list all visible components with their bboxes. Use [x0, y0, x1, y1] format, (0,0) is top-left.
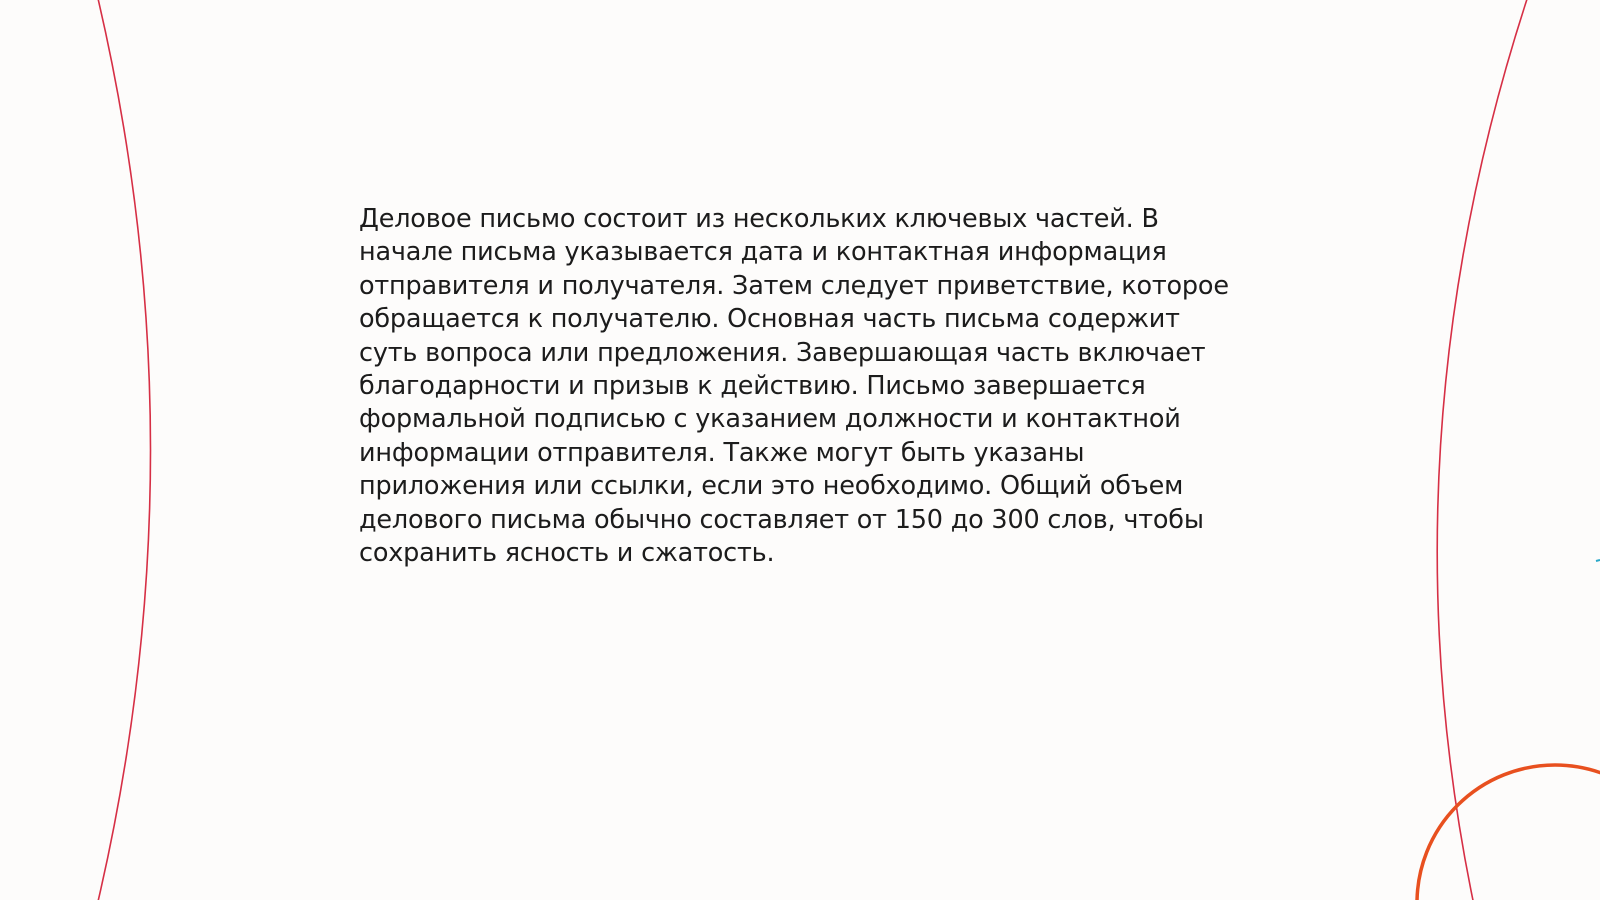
text-line: суть вопроса или предложения. Завершающая часть включает [359, 337, 1206, 368]
text-line: информации отправителя. Также могут быть указаны [359, 437, 1085, 468]
cyan-tick [1596, 560, 1600, 561]
text-line: делового письма обычно составляет от 150 до 300 слов, чтобы [359, 504, 1204, 535]
left-curve [96, 0, 151, 900]
text-line: начале письма указывается дата и контактная информация [359, 237, 1167, 268]
text-line: Деловое письмо состоит из нескольких ключевых частей. В [359, 204, 1159, 234]
text-line: отправителя и получателя. Затем следует приветствие, которое [359, 270, 1229, 301]
text-line: приложения или ссылки, если это необходимо. Общий объем [359, 471, 1184, 502]
text-line: сохранить ясность и сжатость. [359, 538, 775, 569]
text-line: обращается к получателю. Основная часть письма содержит [359, 304, 1180, 335]
orange-ring [1417, 765, 1600, 900]
right-curve [1437, 0, 1530, 900]
text-line: благодарности и призыв к действию. Письмо завершается [359, 371, 1146, 402]
body-text [359, 203, 1264, 570]
text-line: формальной подписью с указанием должности и контактной [359, 404, 1181, 435]
